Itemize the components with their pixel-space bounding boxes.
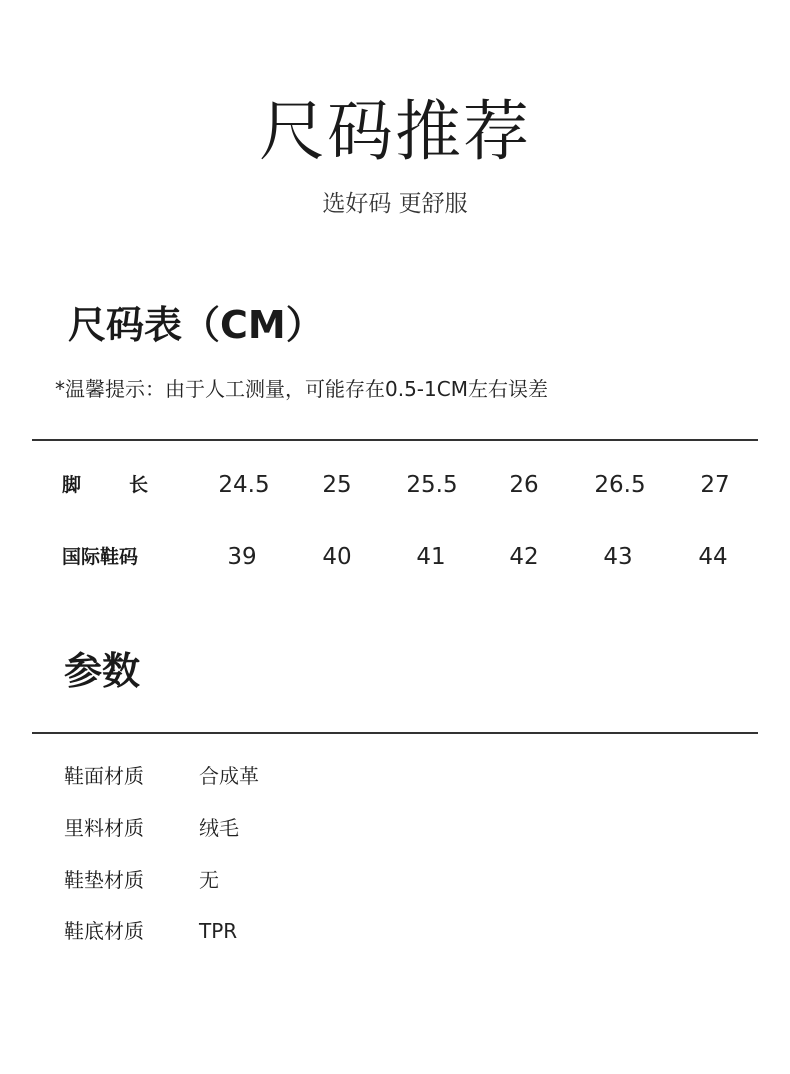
size-chart-divider — [32, 439, 758, 441]
intl-size-row — [62, 534, 752, 580]
foot-length-cell: 25 — [322, 472, 352, 498]
size-table — [62, 462, 752, 580]
param-row-upper — [64, 759, 664, 793]
foot-length-label-char: 长 — [128, 474, 148, 496]
param-row-outsole — [64, 914, 664, 948]
params-divider — [32, 732, 758, 734]
foot-length-cell: 27 — [700, 472, 730, 498]
param-key: 里料材质 — [64, 816, 144, 840]
size-chart-heading: 尺码表（CM） — [68, 303, 324, 347]
measurement-tip: *温馨提示：由于人工测量，可能存在0.5-1CM左右误差 — [55, 377, 548, 401]
param-key: 鞋底材质 — [64, 919, 144, 943]
param-row-insole — [64, 863, 664, 897]
foot-length-cell: 26.5 — [594, 472, 646, 498]
page-subtitle: 选好码 更舒服 — [322, 191, 468, 217]
intl-size-cell: 42 — [509, 544, 539, 570]
foot-length-row — [62, 462, 752, 508]
intl-size-cell: 40 — [322, 544, 352, 570]
page-title: 尺码推荐 — [259, 93, 531, 170]
params-heading: 参数 — [64, 649, 141, 693]
intl-size-cell: 41 — [416, 544, 446, 570]
param-value: TPR — [199, 919, 238, 943]
foot-length-cell: 24.5 — [218, 472, 270, 498]
intl-size-label: 国际鞋码 — [62, 546, 139, 568]
foot-length-label-char: 脚 — [62, 474, 82, 496]
param-row-lining — [64, 811, 664, 845]
param-key: 鞋面材质 — [64, 764, 144, 788]
param-value: 合成革 — [199, 764, 259, 788]
param-value: 无 — [199, 868, 219, 892]
foot-length-cell: 26 — [509, 472, 539, 498]
param-value: 绒毛 — [199, 816, 239, 840]
intl-size-cell: 44 — [698, 544, 728, 570]
param-key: 鞋垫材质 — [64, 868, 144, 892]
foot-length-label — [62, 462, 148, 508]
intl-size-cell: 43 — [603, 544, 633, 570]
foot-length-cell: 25.5 — [406, 472, 458, 498]
intl-size-cell: 39 — [227, 544, 257, 570]
